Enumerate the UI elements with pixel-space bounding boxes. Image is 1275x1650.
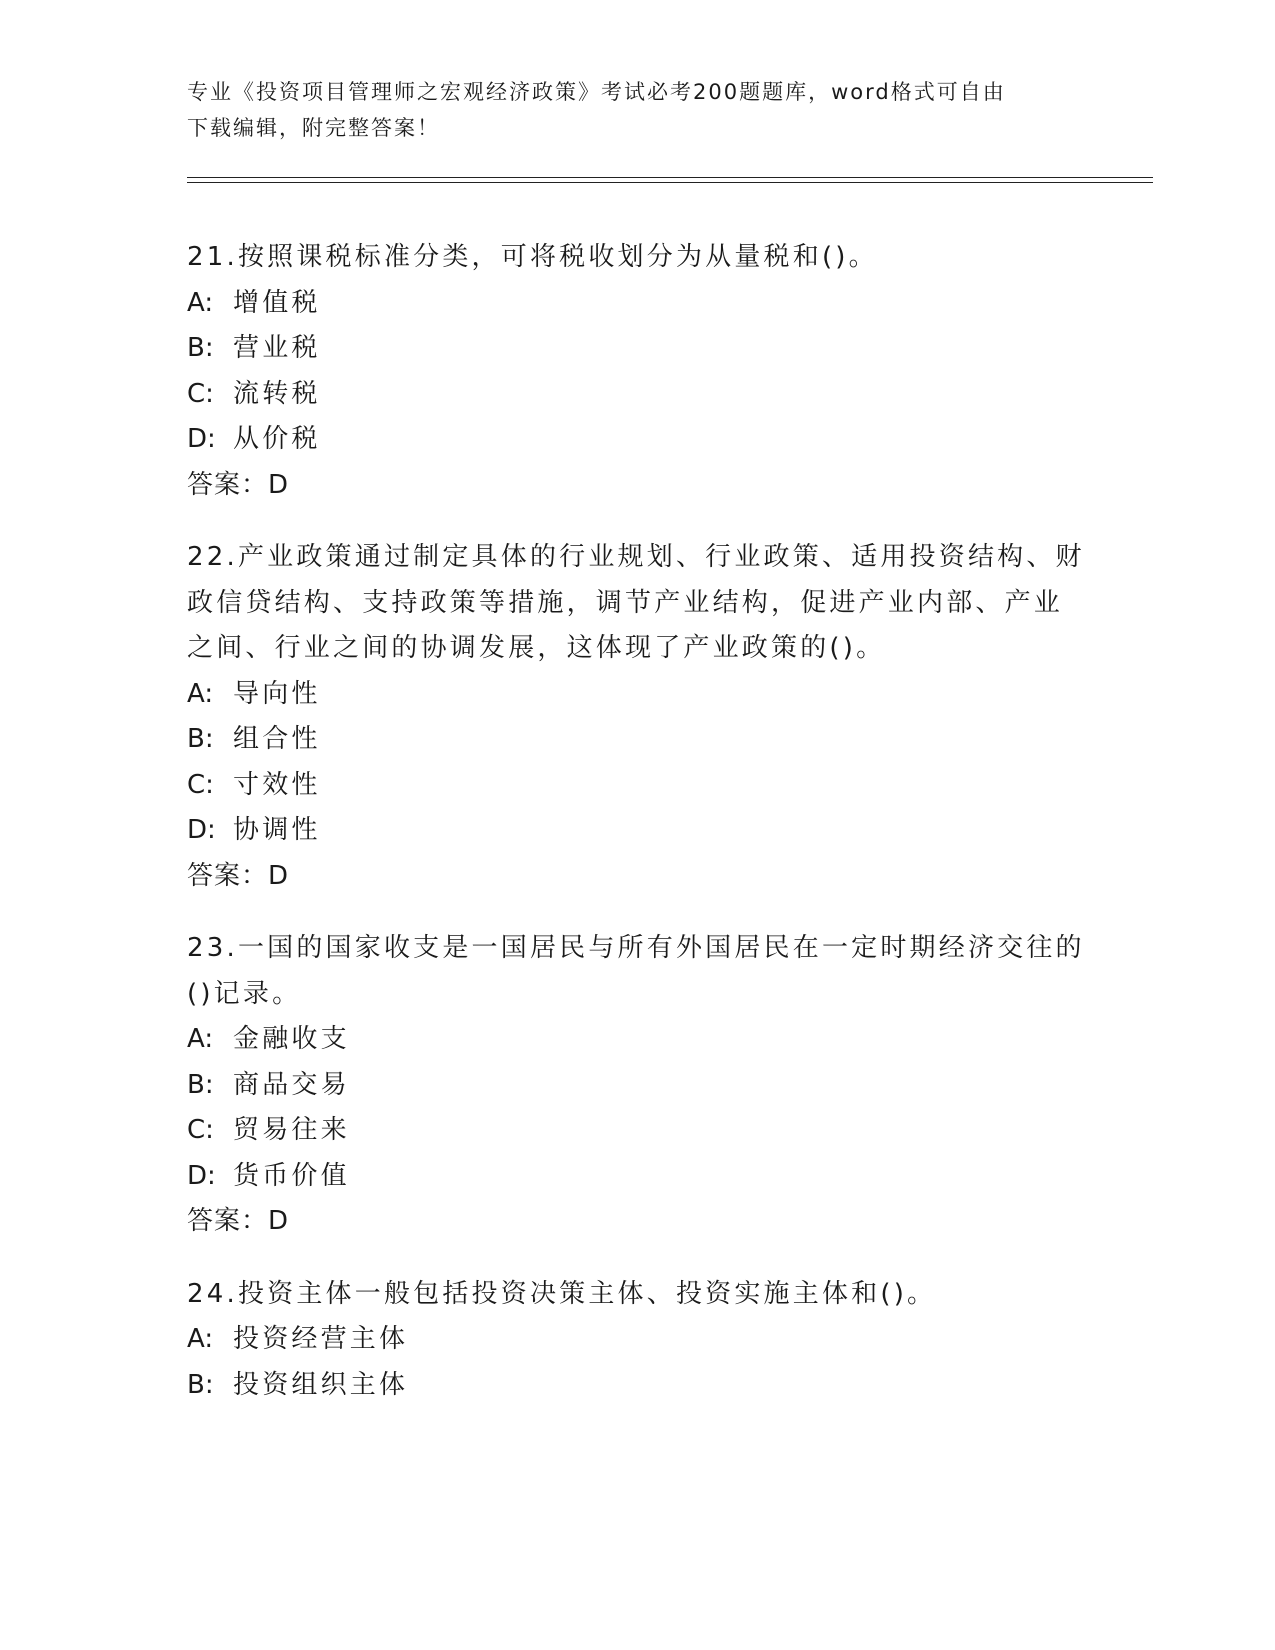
option-key: B:: [187, 724, 214, 754]
option-text: 货币价值: [233, 1160, 350, 1191]
option-key: D:: [187, 424, 216, 454]
answer: 答案：D: [187, 860, 290, 891]
answer: 答案：D: [187, 469, 290, 500]
header-line-1: 专业《投资项目管理师之宏观经济政策》考试必考200题题库，word格式可自由: [187, 80, 1006, 104]
question-stem-line-1: [187, 926, 1087, 972]
option-key: C:: [187, 1115, 214, 1145]
option-b: [187, 717, 1087, 763]
option-d: [187, 808, 1087, 854]
option-text: 商品交易: [233, 1069, 350, 1100]
question-stem-line-2: 政信贷结构、支持政策等措施，调节产业结构，促进产业内部、产业: [187, 587, 1064, 618]
option-a: [187, 1017, 1087, 1063]
question-number: 21.: [187, 242, 238, 272]
question-stem: [187, 235, 1087, 281]
option-key: A:: [187, 1324, 214, 1354]
option-key: B:: [187, 1369, 214, 1400]
question-stem-line-3: 之间、行业之间的协调发展，这体现了产业政策的()。: [187, 633, 886, 663]
option-key: C:: [187, 378, 214, 409]
option-key: D:: [187, 1160, 216, 1191]
option-c: [187, 1108, 1087, 1154]
question-stem-line-1: [187, 535, 1087, 581]
question-stem: [187, 535, 1087, 672]
question-stem-line-2: ()记录。: [187, 978, 302, 1009]
option-text: 从价税: [233, 424, 321, 454]
option-key: A:: [187, 1024, 214, 1054]
question-list: [187, 235, 1087, 1435]
option-text: 增值税: [233, 287, 321, 318]
option-text: 协调性: [233, 815, 321, 845]
question-24: [187, 1272, 1087, 1409]
question-text: 一国的国家收支是一国居民与所有外国居民在一定时期经济交往的: [237, 933, 1085, 963]
option-key: B:: [187, 1069, 214, 1100]
option-d: [187, 1154, 1087, 1200]
option-text: 导向性: [233, 678, 321, 709]
option-d: [187, 417, 1087, 463]
option-key: D:: [187, 815, 216, 845]
question-text: 产业政策通过制定具体的行业规划、行业政策、适用投资结构、财: [237, 542, 1085, 572]
option-key: A:: [187, 287, 214, 318]
option-text: 投资经营主体: [233, 1324, 409, 1354]
question-number: 24.: [187, 1278, 238, 1309]
option-b: [187, 1363, 1087, 1409]
header-line-2: 下载编辑，附完整答案！: [187, 116, 440, 140]
option-text: 寸效性: [233, 769, 321, 800]
question-number: 22.: [187, 542, 238, 572]
option-text: 营业税: [233, 333, 321, 363]
header-divider-bottom: [187, 182, 1153, 183]
option-a: [187, 672, 1087, 718]
header-divider-top: [187, 177, 1153, 178]
option-c: [187, 372, 1087, 418]
option-text: 贸易往来: [233, 1115, 350, 1145]
option-c: [187, 763, 1087, 809]
document-header: [187, 74, 1087, 146]
option-text: 流转税: [233, 378, 321, 409]
question-number: 23.: [187, 933, 238, 963]
question-22: [187, 535, 1087, 899]
option-b: [187, 326, 1087, 372]
option-text: 投资组织主体: [233, 1369, 409, 1400]
option-a: [187, 1317, 1087, 1363]
question-23: [187, 926, 1087, 1245]
question-21: [187, 235, 1087, 508]
option-key: A:: [187, 678, 214, 709]
question-stem: [187, 1272, 1087, 1318]
option-text: 组合性: [233, 724, 321, 754]
question-text: 投资主体一般包括投资决策主体、投资实施主体和()。: [237, 1278, 937, 1309]
option-b: [187, 1063, 1087, 1109]
option-a: [187, 281, 1087, 327]
question-stem: [187, 926, 1087, 1017]
answer: 答案：D: [187, 1206, 290, 1236]
question-text: 按照课税标准分类，可将税收划分为从量税和()。: [237, 242, 878, 272]
option-key: C:: [187, 769, 214, 800]
option-text: 金融收支: [233, 1024, 350, 1054]
option-key: B:: [187, 333, 214, 363]
